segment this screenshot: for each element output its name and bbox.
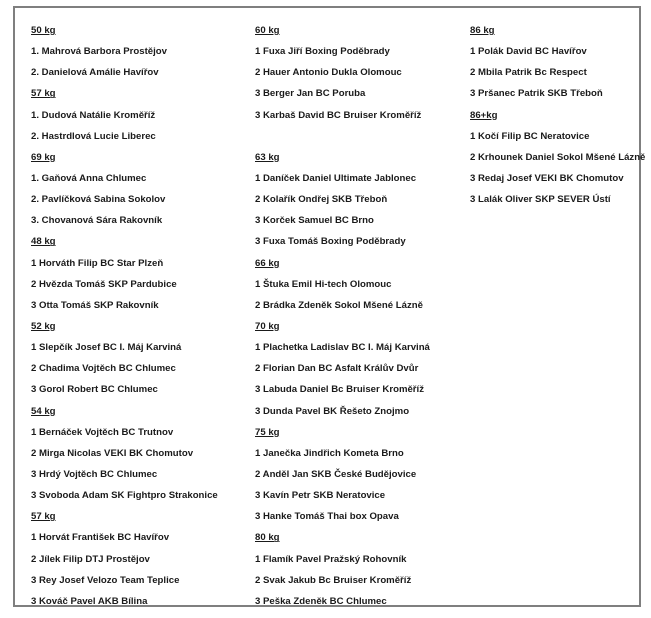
- result-entry: 2 Hvězda Tomáš SKP Pardubice: [31, 278, 177, 290]
- result-entry: 1. Dudová Natálie Kroměříž: [31, 109, 156, 121]
- result-entry: 3 Kováč Pavel AKB Bílina: [31, 595, 148, 607]
- result-entry: 3 Dunda Pavel BK Řešeto Znojmo: [255, 405, 410, 417]
- result-entry: 2. Hastrdlová Lucie Liberec: [31, 130, 156, 142]
- results-column-1: [31, 20, 257, 612]
- result-entry: 3 Hanke Tomáš Thai box Opava: [255, 511, 399, 523]
- weight-category-heading: 54 kg: [31, 405, 56, 417]
- result-entry: 3 Rey Josef Velozo Team Teplice: [31, 574, 180, 586]
- result-entry: 3 Berger Jan BC Poruba: [255, 88, 366, 100]
- weight-category-heading: 66 kg: [255, 257, 280, 269]
- weight-category-heading: 69 kg: [31, 151, 56, 163]
- result-entry: 2 Hauer Antonio Dukla Olomouc: [255, 67, 402, 79]
- result-entry: 2 Anděl Jan SKB České Budějovice: [255, 468, 417, 480]
- spacer: [255, 126, 469, 147]
- weight-category-heading: 86+kg: [470, 109, 498, 121]
- result-entry: 2 Brádka Zdeněk Sokol Mšené Lázně: [255, 299, 423, 311]
- weight-category-heading: 48 kg: [31, 236, 56, 248]
- result-entry: 2. Danielová Amálie Havířov: [31, 67, 159, 79]
- result-entry: 2 Svak Jakub Bc Bruiser Kroměříž: [255, 574, 412, 586]
- result-entry: 3 Gorol Robert BC Chlumec: [31, 384, 158, 396]
- result-entry: 3 Redaj Josef VEKI BK Chomutov: [470, 172, 624, 184]
- result-entry: 3 Svoboda Adam SK Fightpro Strakonice: [31, 490, 218, 502]
- result-entry: 2 Kolařík Ondřej SKB Třeboň: [255, 194, 388, 206]
- result-entry: 2. Pavlíčková Sabina Sokolov: [31, 194, 166, 206]
- weight-category-heading: 57 kg: [31, 511, 56, 523]
- weight-category-heading: 75 kg: [255, 426, 280, 438]
- result-entry: 1 Bernáček Vojtěch BC Trutnov: [31, 426, 174, 438]
- result-entry: 3 Fuxa Tomáš Boxing Poděbrady: [255, 236, 406, 248]
- result-entry: 3 Hrdý Vojtěch BC Chlumec: [31, 468, 158, 480]
- result-entry: 2 Mirga Nicolas VEKI BK Chomutov: [31, 447, 194, 459]
- result-entry: 1 Kočí Filip BC Neratovice: [470, 130, 590, 142]
- result-entry: 1 Janečka Jindřich Kometa Brno: [255, 447, 404, 459]
- result-entry: 3 Pršanec Patrik SKB Třeboň: [470, 88, 603, 100]
- results-column-3: [470, 20, 646, 210]
- result-entry: 1. Mahrová Barbora Prostějov: [31, 46, 167, 58]
- result-entry: 3 Karbaš David BC Bruiser Kroměříž: [255, 109, 422, 121]
- result-entry: 1. Gaňová Anna Chlumec: [31, 172, 147, 184]
- result-entry: 3 Lalák Oliver SKP SEVER Ústí: [470, 194, 611, 206]
- result-entry: 2 Mbila Patrik Bc Respect: [470, 67, 587, 79]
- weight-category-heading: 63 kg: [255, 151, 280, 163]
- result-entry: 1 Štuka Emil Hi-tech Olomouc: [255, 278, 392, 290]
- weight-category-heading: 60 kg: [255, 25, 280, 36]
- result-entry: 2 Krhounek Daniel Sokol Mšené Lázně: [470, 151, 646, 163]
- weight-category-heading: 70 kg: [255, 320, 280, 332]
- result-entry: 1 Slepčík Josef BC I. Máj Karviná: [31, 342, 182, 354]
- result-entry: 3 Peška Zdeněk BC Chlumec: [255, 595, 387, 607]
- result-entry: 1 Horváth Filip BC Star Plzeň: [31, 257, 164, 269]
- results-column-2: [255, 20, 469, 612]
- result-entry: 3 Labuda Daniel Bc Bruiser Kroměříž: [255, 384, 425, 396]
- weight-category-heading: 52 kg: [31, 320, 56, 332]
- weight-category-heading: 50 kg: [31, 25, 56, 36]
- result-entry: 1 Flamík Pavel Pražský Rohovník: [255, 553, 407, 565]
- result-entry: 1 Horvát František BC Havířov: [31, 532, 170, 544]
- result-entry: 3 Korček Samuel BC Brno: [255, 215, 374, 227]
- result-entry: 2 Florian Dan BC Asfalt Králův Dvůr: [255, 363, 419, 375]
- weight-category-heading: 57 kg: [31, 88, 56, 100]
- result-entry: 1 Daníček Daniel Ultimate Jablonec: [255, 172, 417, 184]
- result-entry: 2 Jílek Filip DTJ Prostějov: [31, 553, 150, 565]
- result-entry: 3. Chovanová Sára Rakovník: [31, 215, 163, 227]
- result-entry: 2 Chadima Vojtěch BC Chlumec: [31, 363, 176, 375]
- result-entry: 1 Plachetka Ladislav BC I. Máj Karviná: [255, 342, 430, 354]
- weight-category-heading: 86 kg: [470, 25, 495, 36]
- result-entry: 1 Fuxa Jiří Boxing Poděbrady: [255, 46, 390, 58]
- result-entry: 3 Kavín Petr SKB Neratovice: [255, 490, 386, 502]
- results-frame: [13, 6, 646, 607]
- result-entry: 1 Polák David BC Havířov: [470, 46, 587, 58]
- weight-category-heading: 80 kg: [255, 532, 280, 544]
- result-entry: 3 Otta Tomáš SKP Rakovník: [31, 299, 159, 311]
